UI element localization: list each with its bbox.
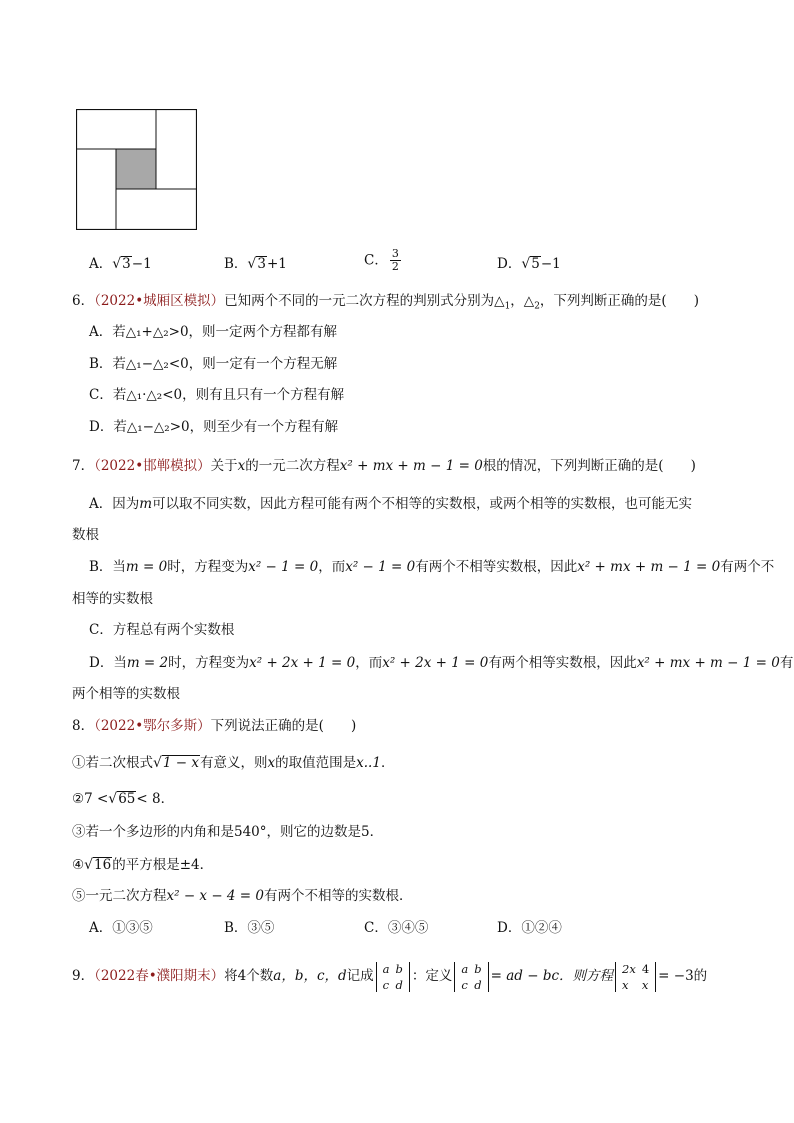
q5-option-b: B．√3+1 — [224, 256, 287, 272]
q8-statement-5: ⑤一元二次方程x² − x − 4 = 0有两个不相等的实数根． — [72, 888, 413, 904]
q7-option-a-line1: A．因为m可以取不同实数，因此方程可能有两个不相等的实数根，或两个相等的实数根，也可能无实 — [89, 496, 693, 512]
q7-option-b-line2: 相等的实数根 — [72, 591, 153, 607]
q8-statement-4: ④√16的平方根是±4． — [72, 857, 214, 873]
q5-option-c: C． $\frac{3}{2}$ — [364, 247, 399, 273]
q7-option-c: C．方程总有两个实数根 — [89, 622, 235, 638]
q7-stem: 7．（2022•邯郸模拟）关于x的一元二次方程x² + mx + m − 1 = 0根的情况，下列判断正确的是( ) — [72, 458, 696, 474]
q5-option-a: A．√3−1 — [89, 256, 152, 272]
q8-option-a: A．①③⑤ — [89, 920, 153, 936]
shaded-center-square — [116, 149, 156, 189]
determinant-equation: 2x x 4 x — [615, 962, 656, 992]
q8-stem: 8．（2022•鄂尔多斯）下列说法正确的是( ) — [72, 718, 357, 734]
q7-option-d-line1: D．当m = 2时，方程变为x² + 2x + 1 = 0，而x² + 2x + 1 = 0有两个相等实数根，因此x² + mx + m − 1 = 0有 — [89, 655, 794, 671]
q5-option-d: D．√5−1 — [497, 256, 561, 272]
q8-option-c: C．③④⑤ — [364, 920, 429, 936]
q8-statement-2: ②7 <√65< 8． — [72, 791, 175, 807]
determinant-abcd-2: a c b d — [454, 962, 488, 992]
q6-option-b: B．若△₁−△₂<0，则一定有一个方程无解 — [89, 356, 338, 372]
q7-option-a-line2: 数根 — [72, 527, 99, 543]
q6-option-d: D．若△₁−△₂>0，则至少有一个方程有解 — [89, 419, 339, 435]
q8-option-b: B．③⑤ — [224, 920, 275, 936]
q7-option-d-line2: 两个相等的实数根 — [72, 686, 180, 702]
q8-option-d: D．①②④ — [497, 920, 562, 936]
q6-stem: 6．（2022•城厢区模拟）已知两个不同的一元二次方程的判别式分别为$\triangle_1$，$\triangle_2$，下列判断正确的是( ) — [72, 293, 699, 312]
q8-statement-1: ①若二次根式√1 − x有意义，则x的取值范围是x..1． — [72, 755, 395, 771]
q7-option-b-line1: B．当m = 0时，方程变为x² − 1 = 0，而x² − 1 = 0有两个不相等实数根，因此x² + mx + m − 1 = 0有两个不 — [89, 559, 775, 575]
pinwheel-square-figure — [76, 109, 197, 230]
q6-option-a: A．若△₁+△₂>0，则一定两个方程都有解 — [89, 324, 338, 340]
determinant-abcd-1: a c b d — [376, 962, 410, 992]
q9-stem: 9．（2022春•濮阳期末）将4个数a，b，c，d记成 a c b d ：定义 a c b d = ad − bc．则方程 2x x 4 x = −3的 — [72, 961, 708, 992]
q6-option-c: C．若△₁·△₂<0，则有且只有一个方程有解 — [89, 387, 345, 403]
q8-statement-3: ③若一个多边形的内角和是540°，则它的边数是5． — [72, 824, 384, 840]
